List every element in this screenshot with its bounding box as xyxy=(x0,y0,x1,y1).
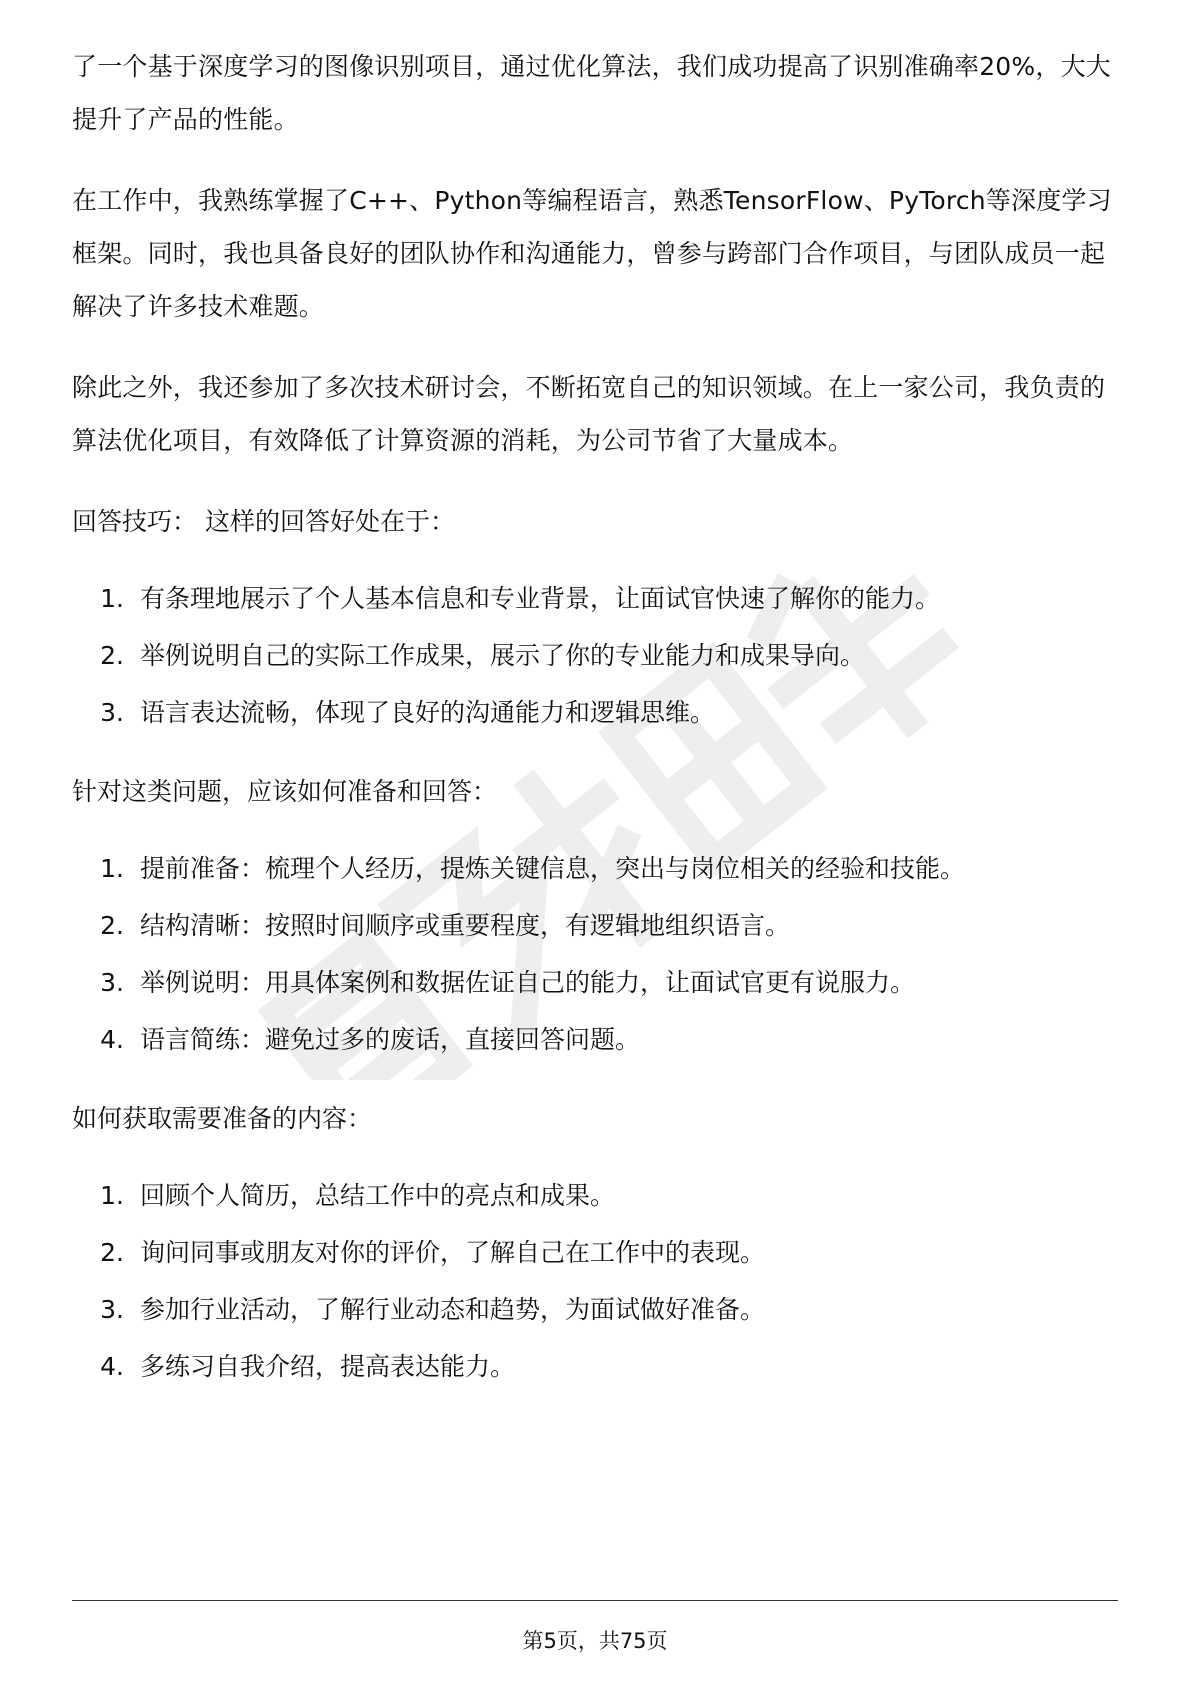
obtain-list xyxy=(72,1167,1118,1395)
list-item-text: 结构清晰：按照时间顺序或重要程度，有逻辑地组织语言。 xyxy=(140,911,791,940)
document-body xyxy=(72,40,1118,1419)
tips-list xyxy=(72,570,1118,741)
prepare-list xyxy=(72,840,1118,1068)
list-item-text: 举例说明自己的实际工作成果，展示了你的专业能力和成果导向。 xyxy=(140,641,866,670)
list-item xyxy=(72,897,1118,954)
list-item-text: 语言表达流畅，体现了良好的沟通能力和逻辑思维。 xyxy=(140,698,716,727)
list-item xyxy=(72,1281,1118,1338)
prepare-heading: 针对这类问题，应该如何准备和回答： xyxy=(72,777,498,806)
list-item-text: 回顾个人简历，总结工作中的亮点和成果。 xyxy=(140,1181,616,1210)
list-item xyxy=(72,954,1118,1011)
paragraph-skills: 在工作中，我熟练掌握了C++、Python等编程语言，熟悉TensorFlow、PyTorch等深度学习框架。同时，我也具备良好的团队协作和沟通能力，曾参与跨部门合作项目，与团队成员一起解决了许多技术难题。 xyxy=(72,186,1112,321)
list-number: 3. xyxy=(100,968,124,997)
list-item-text: 有条理地展示了个人基本信息和专业背景，让面试官快速了解你的能力。 xyxy=(140,584,941,613)
paragraph-experience: 除此之外，我还参加了多次技术研讨会，不断拓宽自己的知识领域。在上一家公司，我负责的算法优化项目，有效降低了计算资源的消耗，为公司节省了大量成本。 xyxy=(72,373,1106,455)
tips-heading: 回答技巧： 这样的回答好处在于： xyxy=(72,507,455,536)
list-item-text: 询问同事或朋友对你的评价，了解自己在工作中的表现。 xyxy=(140,1238,766,1267)
list-number: 3. xyxy=(100,1295,124,1324)
list-item xyxy=(72,1011,1118,1068)
list-item-text: 多练习自我介绍，提高表达能力。 xyxy=(140,1352,516,1381)
list-item xyxy=(72,840,1118,897)
list-item xyxy=(72,570,1118,627)
list-number: 3. xyxy=(100,698,124,727)
list-item xyxy=(72,684,1118,741)
list-item-text: 提前准备：梳理个人经历，提炼关键信息，突出与岗位相关的经验和技能。 xyxy=(140,854,966,883)
list-item-text: 语言简练：避免过多的废话，直接回答问题。 xyxy=(140,1025,641,1054)
list-item xyxy=(72,1224,1118,1281)
list-number: 1. xyxy=(100,1181,124,1210)
list-number: 4. xyxy=(100,1025,124,1054)
list-item-text: 参加行业活动，了解行业动态和趋势，为面试做好准备。 xyxy=(140,1295,766,1324)
list-number: 1. xyxy=(100,584,124,613)
list-item xyxy=(72,1338,1118,1395)
list-number: 1. xyxy=(100,854,124,883)
obtain-heading: 如何获取需要准备的内容： xyxy=(72,1104,373,1133)
paragraph-project: 了一个基于深度学习的图像识别项目，通过优化算法，我们成功提高了识别准确率20%，大大提升了产品的性能。 xyxy=(72,52,1111,134)
list-item xyxy=(72,627,1118,684)
list-item xyxy=(72,1167,1118,1224)
list-number: 2. xyxy=(100,911,124,940)
list-item-text: 举例说明：用具体案例和数据佐证自己的能力，让面试官更有说服力。 xyxy=(140,968,916,997)
list-number: 2. xyxy=(100,641,124,670)
page-number: 第5页，共75页 xyxy=(522,1629,668,1653)
list-number: 4. xyxy=(100,1352,124,1381)
footer-divider xyxy=(72,1600,1118,1601)
list-number: 2. xyxy=(100,1238,124,1267)
